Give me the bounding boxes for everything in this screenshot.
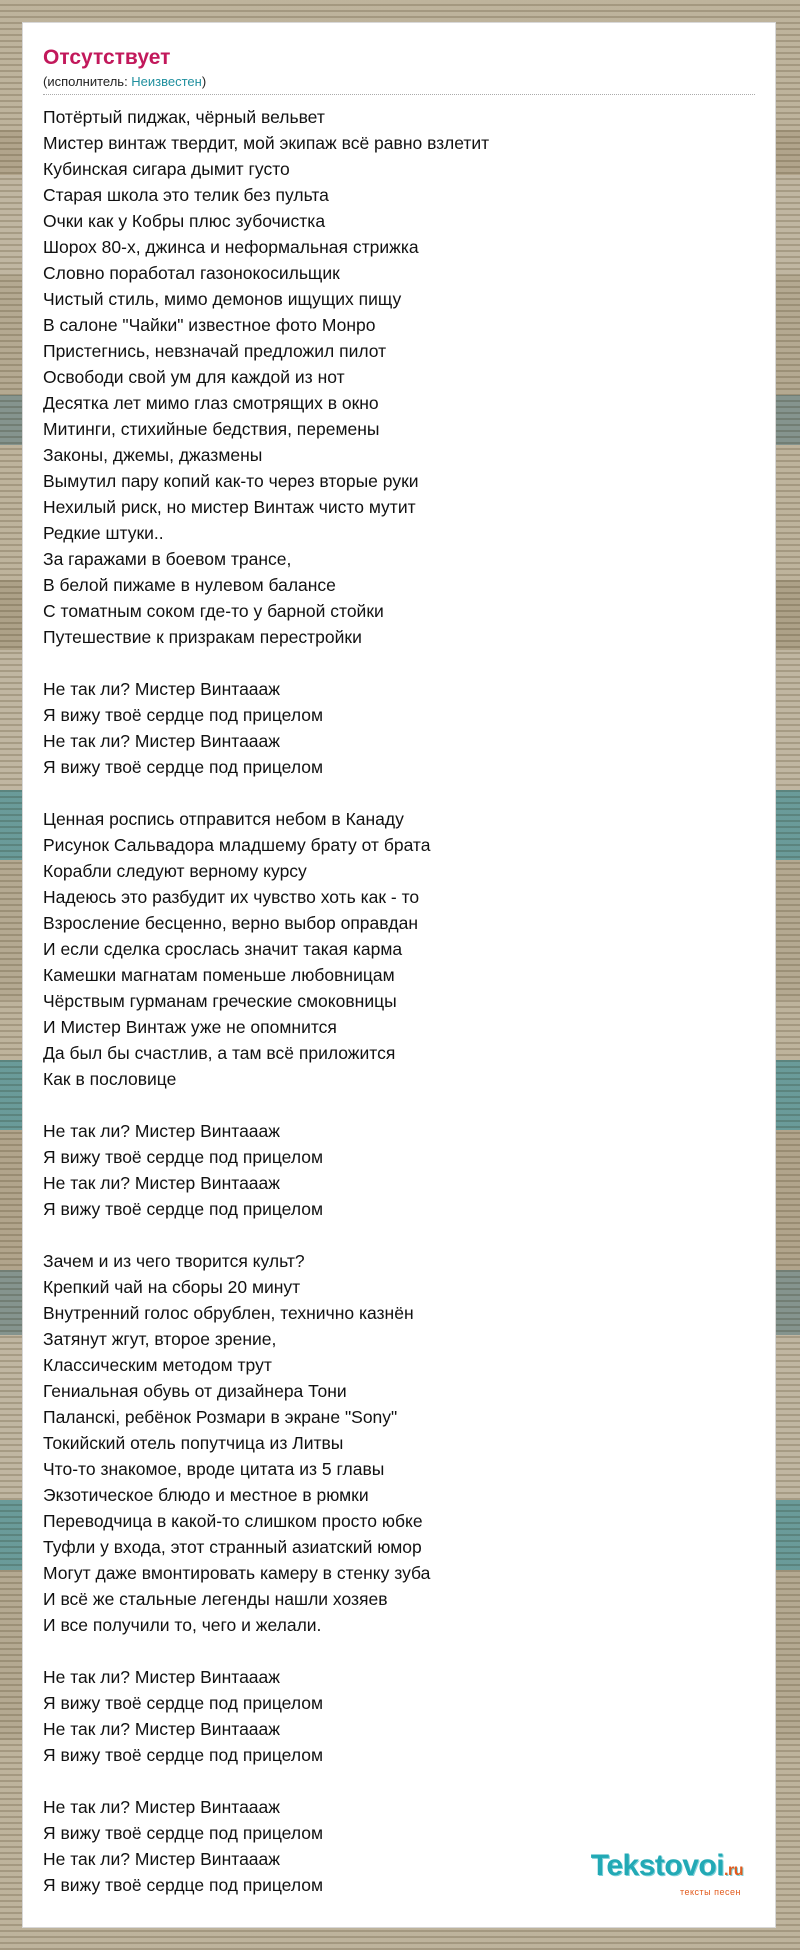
lyric-line: Я вижу твоё сердце под прицелом — [43, 1693, 324, 1713]
song-title: Отсутствует — [43, 46, 171, 69]
lyric-line: Освободи свой ум для каждой из нот — [43, 367, 345, 387]
lyric-line: Я вижу твоё сердце под прицелом — [43, 1745, 324, 1765]
lyric-line: Я вижу твоё сердце под прицелом — [43, 705, 324, 725]
credit-suffix: ) — [201, 74, 207, 89]
lyric-line: И Мистер Винтаж уже не опомнится — [43, 1017, 337, 1037]
lyric-line: И всё же стальные легенды нашли хозяев — [43, 1589, 388, 1609]
stanza-gap — [43, 1092, 755, 1118]
stanza-gap — [43, 1638, 755, 1664]
lyric-line: Редкие штуки.. — [43, 523, 164, 543]
lyric-line: Старая школа это телик без пульта — [43, 185, 329, 205]
lyric-line: Корабли следуют верному курсу — [43, 861, 307, 881]
lyric-line: Могут даже вмонтировать камеру в стенку зуба — [43, 1563, 431, 1583]
lyric-line: Не так ли? Мистер Винтаааж — [43, 1719, 280, 1739]
site-logo[interactable] — [591, 1851, 743, 1897]
lyric-line: Надеюсь это разбудит их чувство хоть как - то — [43, 887, 420, 907]
lyric-line: И если сделка срослась значит такая карма — [43, 939, 403, 959]
lyric-line: Я вижу твоё сердце под прицелом — [43, 1199, 324, 1219]
lyric-line: Затянут жгут, второе зрение, — [43, 1329, 277, 1349]
lyric-line: Путешествие к призракам перестройки — [43, 627, 362, 647]
lyric-line: Митинги, стихийные бедствия, перемены — [43, 419, 380, 439]
lyric-line: Паланскi, ребёнок Розмари в экране "Sony" — [43, 1407, 398, 1427]
lyric-line: Чистый стиль, мимо демонов ищущих пищу — [43, 289, 402, 309]
lyric-line: Чёрствым гурманам греческие смоковницы — [43, 991, 397, 1011]
lyric-line: Вымутил пару копий как-то через вторые руки — [43, 471, 419, 491]
lyric-line: Да был бы счастлив, а там всё приложится — [43, 1043, 396, 1063]
lyric-line: Словно поработал газонокосильщик — [43, 263, 340, 283]
lyric-line: Не так ли? Мистер Винтаааж — [43, 1849, 280, 1869]
lyric-line: Классическим методом трут — [43, 1355, 272, 1375]
logo-wordmark — [591, 1851, 743, 1886]
lyric-line: Рисунок Сальвадора младшему брату от брата — [43, 835, 431, 855]
lyric-line: Не так ли? Мистер Винтаааж — [43, 679, 280, 699]
lyric-line: Экзотическое блюдо и местное в рюмки — [43, 1485, 369, 1505]
lyric-line: Я вижу твоё сердце под прицелом — [43, 1823, 324, 1843]
lyric-line: Я вижу твоё сердце под прицелом — [43, 1147, 324, 1167]
lyric-line: Как в пословице — [43, 1069, 177, 1089]
lyric-line: Что-то знакомое, вроде цитата из 5 главы — [43, 1459, 385, 1479]
lyric-line: С томатным соком где-то у барной стойки — [43, 601, 384, 621]
lyric-line: Я вижу твоё сердце под прицелом — [43, 1875, 324, 1895]
lyric-line: В белой пижаме в нулевом балансе — [43, 575, 336, 595]
lyric-line: Десятка лет мимо глаз смотрящих в окно — [43, 393, 379, 413]
lyric-line: Не так ли? Мистер Винтаааж — [43, 1173, 280, 1193]
lyric-line: Потёртый пиджак, чёрный вельвет — [43, 107, 325, 127]
artist-link[interactable]: Неизвестен — [131, 74, 202, 89]
lyric-line: Гениальная обувь от дизайнера Тони — [43, 1381, 347, 1401]
stanza-gap — [43, 650, 755, 676]
lyric-line: Не так ли? Мистер Винтаааж — [43, 1121, 280, 1141]
lyric-line: За гаражами в боевом трансе, — [43, 549, 292, 569]
lyric-line: В салоне "Чайки" известное фото Монро — [43, 315, 376, 335]
lyric-line: Взросление бесценно, верно выбор оправдан — [43, 913, 418, 933]
lyric-line: Пристегнись, невзначай предложил пилот — [43, 341, 387, 361]
lyric-line: Крепкий чай на сборы 20 минут — [43, 1277, 301, 1297]
lyric-line: Очки как у Кобры плюс зубочистка — [43, 211, 326, 231]
lyric-line: Шорох 80-х, джинса и неформальная стрижка — [43, 237, 419, 257]
title-divider — [43, 94, 755, 95]
lyric-line: Кубинская сигара дымит густо — [43, 159, 290, 179]
lyric-line: Не так ли? Мистер Винтаааж — [43, 1797, 280, 1817]
lyric-line: И все получили то, чего и желали. — [43, 1615, 322, 1635]
lyric-line: Мистер винтаж твердит, мой экипаж всё равно взлетит — [43, 133, 490, 153]
lyric-line: Камешки магнатам поменьше любовницам — [43, 965, 395, 985]
lyric-line: Токийский отель попутчица из Литвы — [43, 1433, 344, 1453]
artist-credit — [43, 73, 755, 91]
lyric-line: Зачем и из чего творится культ? — [43, 1251, 305, 1271]
lyrics-text — [43, 104, 755, 1898]
lyrics-card — [22, 22, 776, 1928]
stanza-gap — [43, 1768, 755, 1794]
lyric-line: Ценная роспись отправится небом в Канаду — [43, 809, 404, 829]
lyric-line: Туфли у входа, этот странный азиатский юмор — [43, 1537, 422, 1557]
logo-name: Tekstovoi — [590, 1849, 725, 1882]
lyric-line: Я вижу твоё сердце под прицелом — [43, 757, 324, 777]
lyric-line: Переводчица в какой-то слишком просто юбке — [43, 1511, 423, 1531]
stanza-gap — [43, 1222, 755, 1248]
lyric-line: Законы, джемы, джазмены — [43, 445, 263, 465]
lyric-line: Нехилый риск, но мистер Винтаж чисто мутит — [43, 497, 416, 517]
lyric-line: Внутренний голос обрублен, технично казнён — [43, 1303, 414, 1323]
logo-domain: .ru — [724, 1862, 743, 1879]
credit-prefix: (исполнитель: — [43, 74, 132, 89]
logo-tagline: тексты песен — [679, 1887, 741, 1897]
lyric-line: Не так ли? Мистер Винтаааж — [43, 1667, 280, 1687]
stanza-gap — [43, 780, 755, 806]
lyric-line: Не так ли? Мистер Винтаааж — [43, 731, 280, 751]
